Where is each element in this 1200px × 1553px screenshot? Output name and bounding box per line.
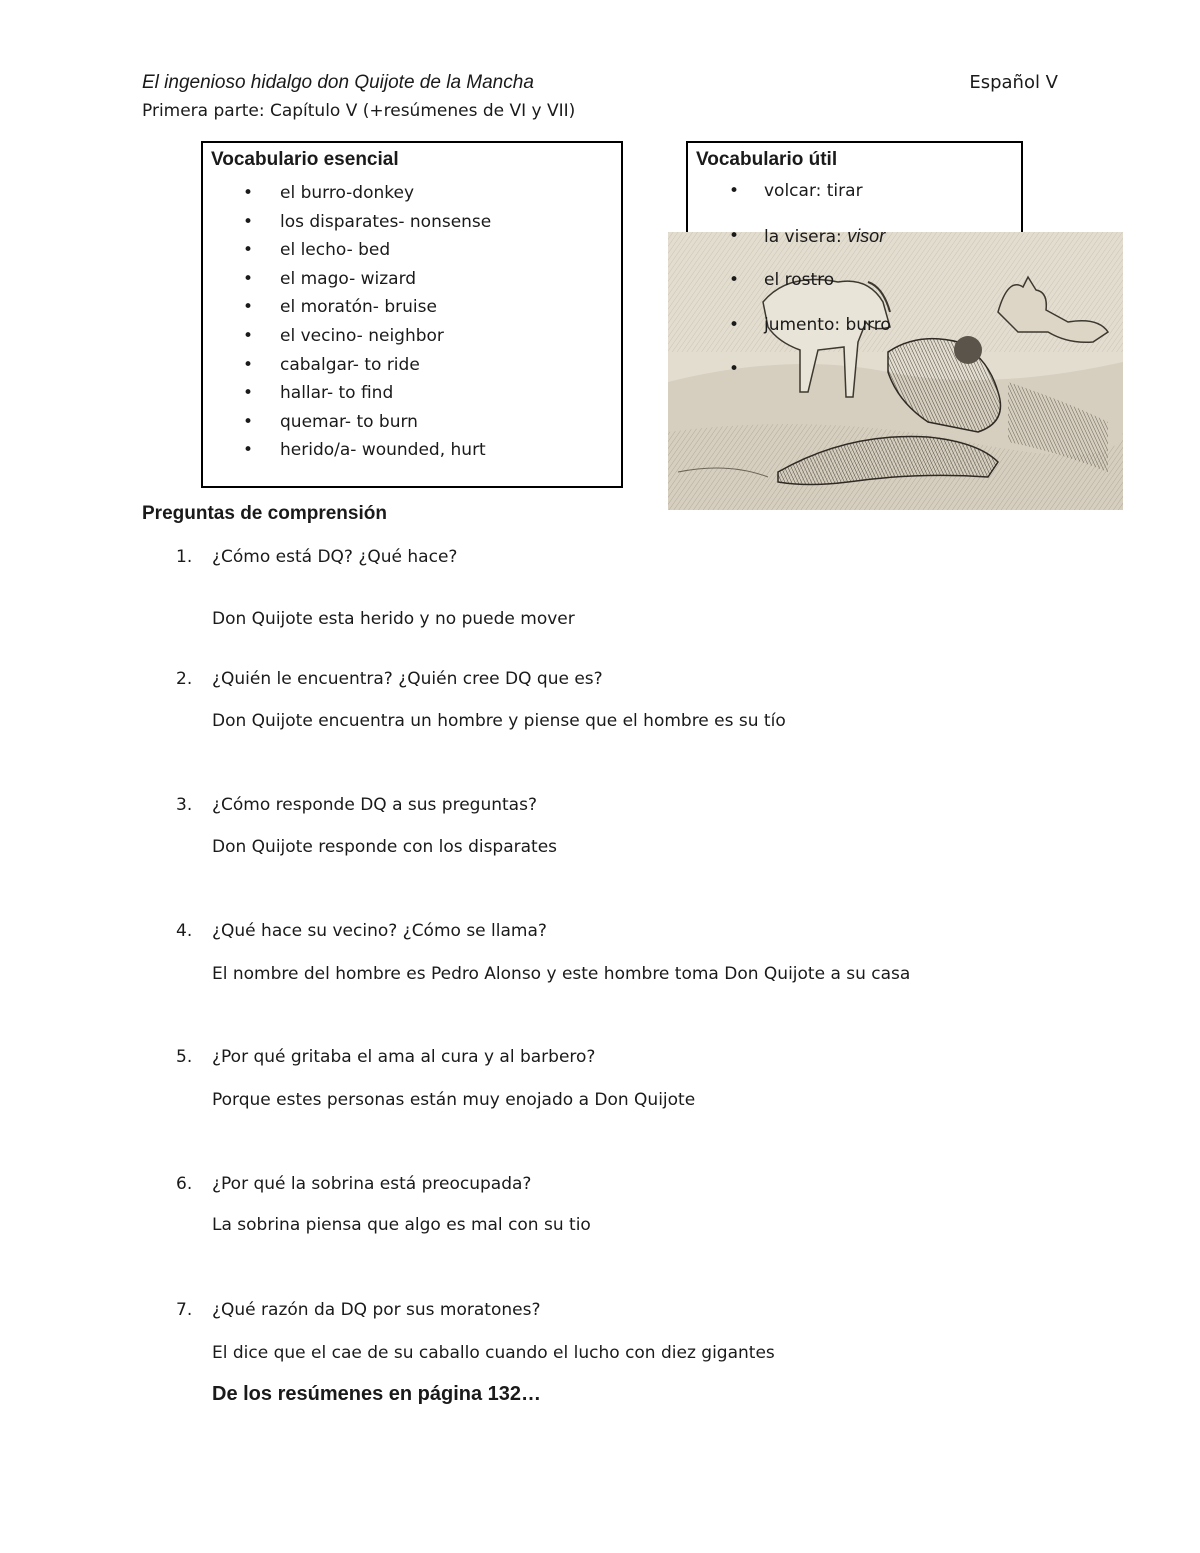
vocab-item: • los disparates- nonsense [203,208,491,237]
vocab-item: • herido/a- wounded, hurt [203,436,491,465]
vocab-item: • hallar- to find [203,379,491,408]
question [176,921,547,941]
vocab-item: • el burro-donkey [203,179,491,208]
vocab-useful-item [686,221,891,266]
answer: El nombre del hombre es Pedro Alonso y este hombre toma Don Quijote a su casa [212,964,911,984]
section-title: Preguntas de comprensión [142,503,387,524]
vocab-useful-item [686,354,891,399]
answer: Don Quijote esta herido y no puede mover [212,609,575,629]
answer: Don Quijote responde con los disparates [212,837,558,857]
vocab-useful-list [686,176,891,399]
answer: Don Quijote encuentra un hombre y piense que el hombre es su tío [212,711,786,731]
course-label: Español V [969,72,1058,93]
question-number: 2. [176,669,193,689]
document-subtitle: Primera parte: Capítulo V (+resúmenes de VI y VII) [142,101,576,121]
summary-heading: De los resúmenes en página 132… [212,1383,542,1405]
question-text: ¿Qué hace su vecino? ¿Cómo se llama? [212,921,547,941]
question-text: ¿Por qué la sobrina está preocupada? [212,1174,532,1194]
answer: El dice que el cae de su caballo cuando el lucho con diez gigantes [212,1343,775,1363]
vocab-item: • el moratón- bruise [203,293,491,322]
vocab-useful-text: la visera: [764,226,848,247]
vocab-essential-title: Vocabulario esencial [211,149,399,170]
vocab-useful-italic: visor [847,225,886,246]
question-text: ¿Cómo está DQ? ¿Qué hace? [212,547,458,567]
question-text: ¿Qué razón da DQ por sus moratones? [212,1300,541,1320]
vocab-useful-text: el rostro [764,270,835,290]
vocab-essential-list [203,179,491,465]
question [176,547,457,567]
vocab-useful-text: volcar: tirar [764,181,863,201]
question [176,669,603,689]
vocab-item: • cabalgar- to ride [203,351,491,380]
answer: Porque estes personas están muy enojado a Don Quijote [212,1090,696,1110]
question-text: ¿Quién le encuentra? ¿Quién cree DQ que es? [212,669,603,689]
vocab-item: • el mago- wizard [203,265,491,294]
vocab-useful-text: jumento: burro [764,314,891,335]
question [176,1047,595,1067]
question-number: 1. [176,547,193,567]
question-number: 5. [176,1047,193,1067]
vocab-item: • el vecino- neighbor [203,322,491,351]
vocab-useful-title: Vocabulario útil [696,149,838,170]
question [176,1300,540,1320]
question [176,1174,531,1194]
vocab-useful-item [686,310,891,355]
answer: La sobrina piensa que algo es mal con su tio [212,1215,591,1235]
question-number: 6. [176,1174,193,1194]
vocab-essential-box [201,141,623,488]
document-title: El ingenioso hidalgo don Quijote de la Mancha [142,72,534,93]
question [176,795,537,815]
vocab-useful-item [686,176,891,221]
vocab-item: • el lecho- bed [203,236,491,265]
vocab-useful-item [686,265,891,310]
question-number: 3. [176,795,193,815]
question-number: 7. [176,1300,193,1320]
question-text: ¿Por qué gritaba el ama al cura y al barbero? [212,1047,596,1067]
question-text: ¿Cómo responde DQ a sus preguntas? [212,795,537,815]
question-number: 4. [176,921,193,941]
vocab-item: • quemar- to burn [203,408,491,437]
